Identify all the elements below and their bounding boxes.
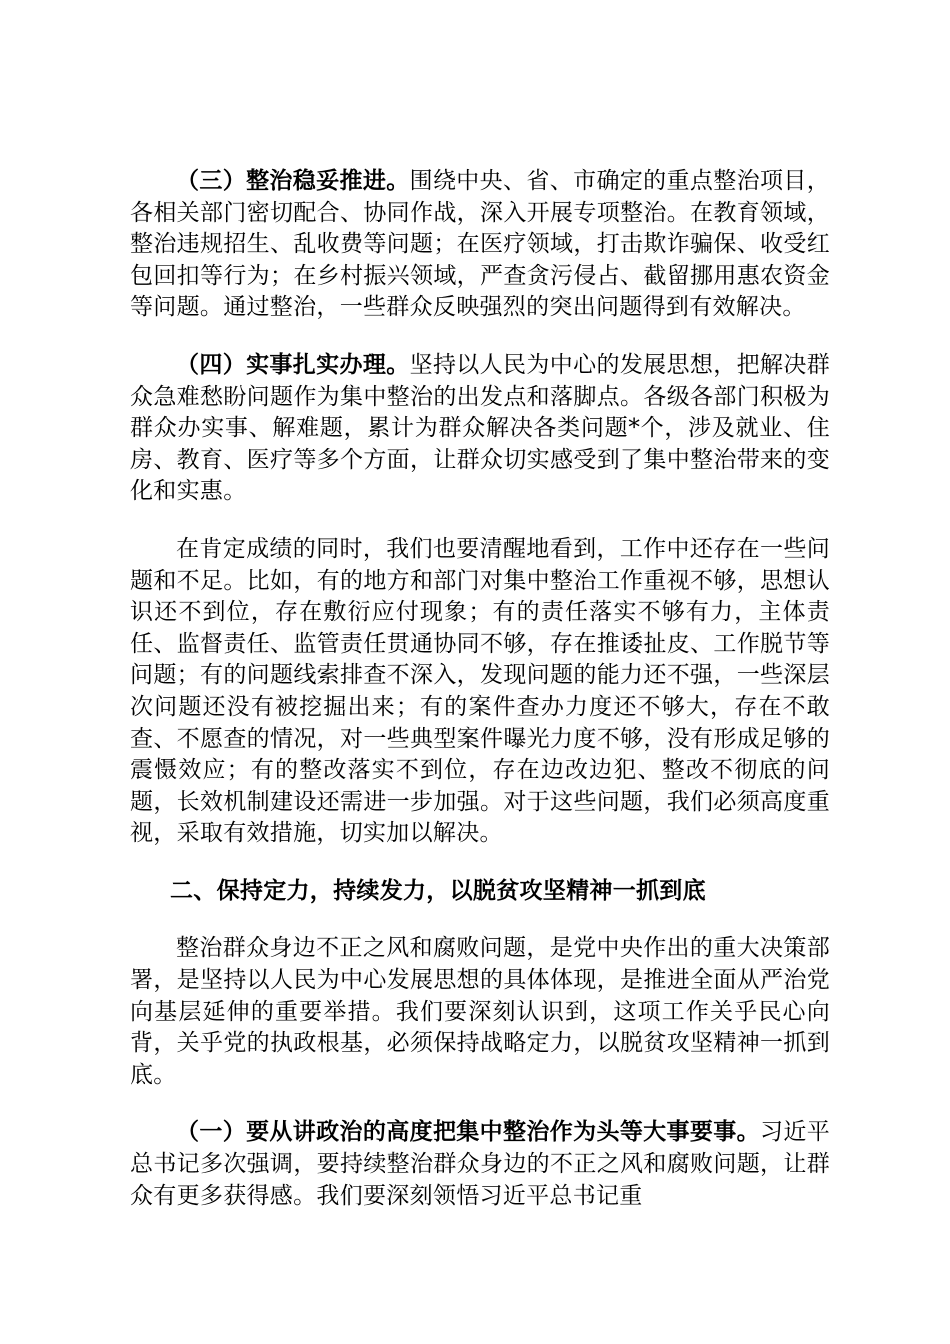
- paragraph-section-intro: [130, 933, 830, 1091]
- paragraph-lead: （三）整治稳妥推进。: [176, 168, 410, 194]
- paragraph-body: 坚持以人民为中心的发展思想，把解决群众急难愁盼问题作为集中整治的出发点和落脚点。各级各部门积极为群众办实事、解难题，累计为群众解决各类问题*个，涉及就业、住房、教育、医疗等多个方面，让群众切实感受到了集中整治带来的变化和实惠。: [130, 351, 830, 505]
- paragraph-rectification-progress: [130, 166, 830, 324]
- document-page: [130, 166, 830, 1238]
- paragraph-body: 整治群众身边不正之风和腐败问题，是党中央作出的重大决策部署，是坚持以人民为中心发展思想的具体体现，是推进全面从严治党向基层延伸的重要举措。我们要深刻认识到，这项工作关乎民心向背，关乎党的执政根基，必须保持战略定力，以脱贫攻坚精神一抓到底。: [130, 935, 830, 1088]
- paragraph-shortcomings: [130, 534, 830, 850]
- section-heading-2: 二、保持定力，持续发力，以脱贫攻坚精神一抓到底: [170, 877, 706, 904]
- paragraph-lead: （一）要从讲政治的高度把集中整治作为头等大事要事。: [176, 1119, 760, 1146]
- paragraph-body: 习近平总书记多次强调，要持续整治群众身边的不正之风和腐败问题，让群众有更多获得感。我们要深刻领悟习近平总书记重: [130, 1119, 831, 1209]
- paragraph-body: 围绕中央、省、市确定的重点整治项目，各相关部门密切配合、协同作战，深入开展专项整治。在教育领域，整治违规招生、乱收费等问题；在医疗领域，打击欺诈骗保、收受红包回扣等行为；在乡村振兴领域，严查贪污侵占、截留挪用惠农资金等问题。通过整治，一些群众反映强烈的突出问题得到有效解决。: [130, 168, 830, 321]
- paragraph-body: 在肯定成绩的同时，我们也要清醒地看到，工作中还存在一些问题和不足。比如，有的地方和部门对集中整治工作重视不够，思想认识还不到位，存在敷衍应付现象；有的责任落实不够有力，主体责任、监督责任、监管责任贯通协同不够，存在推诿扯皮、工作脱节等问题；有的问题线索排查不深入，发现问题的能力还不强，一些深层次问题还没有被挖掘出来；有的案件查办力度还不够大，存在不敢查、不愿查的情况，对一些典型案件曝光力度不够，没有形成足够的震慑效应；有的整改落实不到位，存在边改边犯、整改不彻底的问题，长效机制建设还需进一步加强。对于这些问题，我们必须高度重视，采取有效措施，切实加以解决。: [130, 535, 830, 847]
- paragraph-political-height: [130, 1117, 830, 1212]
- paragraph-lead: （四）实事扎实办理。: [176, 351, 410, 378]
- paragraph-practical-matters: [130, 350, 830, 508]
